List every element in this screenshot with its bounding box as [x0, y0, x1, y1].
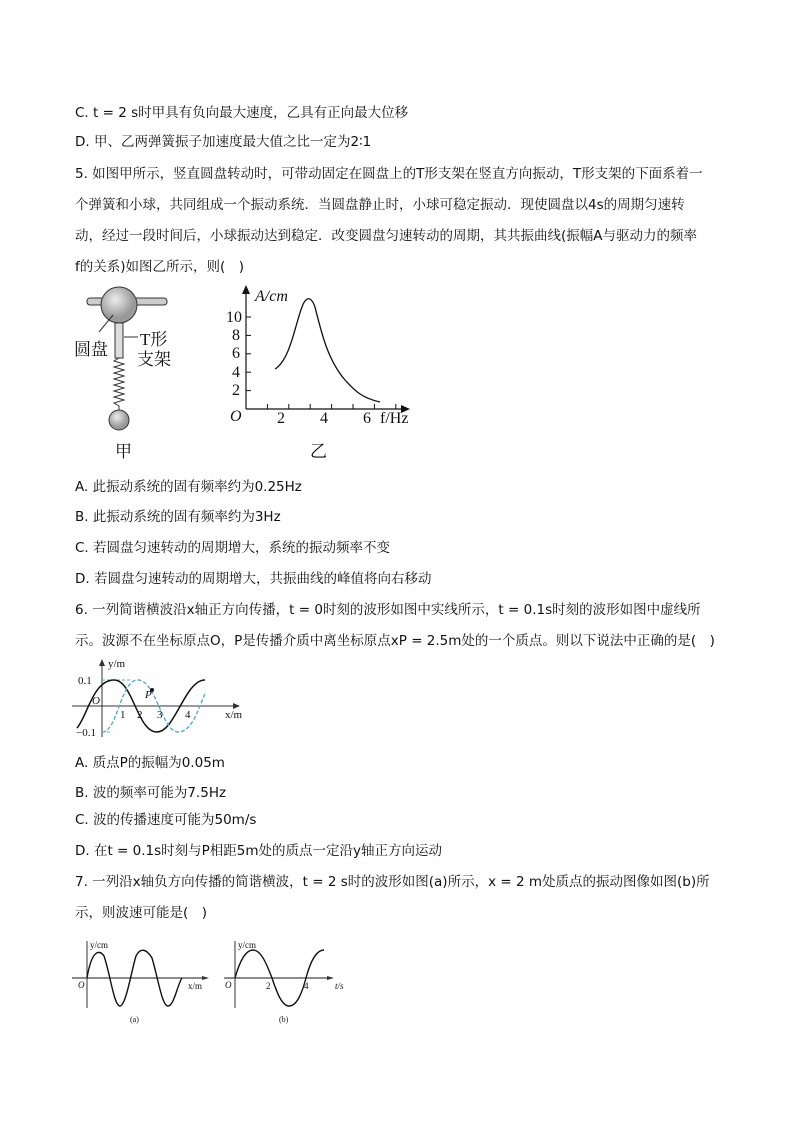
origin-label: O	[230, 408, 242, 425]
svg-text:2: 2	[137, 709, 143, 721]
svg-text:4: 4	[185, 709, 191, 721]
ball-icon	[109, 410, 129, 430]
svg-text:1: 1	[120, 709, 126, 721]
spring-icon	[114, 358, 124, 411]
q5-stem-line-2: 个弹簧和小球，共同组成一个振动系统．当圆盘静止时，小球可稳定振动．现使圆盘以4s的周期匀速转	[75, 197, 685, 213]
y-axis-label: A/cm	[255, 288, 288, 305]
q5-option-d: D. 若圆盘匀速转动的周期增大，共振曲线的峰值将向右移动	[75, 571, 432, 587]
svg-text:O: O	[92, 695, 100, 707]
q5-option-a: A. 此振动系统的固有频率约为0.25Hz	[75, 479, 302, 495]
ytick-2: 2	[232, 382, 240, 399]
q6-option-b: B. 波的频率可能为7.5Hz	[75, 785, 227, 801]
ytick-8: 8	[232, 327, 240, 344]
q7-figure-b	[222, 938, 362, 1023]
svg-text:P: P	[145, 689, 152, 701]
svg-text:−0.1: −0.1	[76, 727, 96, 739]
q5-figure-jia	[75, 285, 185, 465]
q5-stem-line-4: f的关系)如图乙所示，则( )	[75, 259, 245, 275]
xtick-2: 2	[277, 410, 285, 427]
xtick-4: 4	[320, 410, 328, 427]
svg-text:O: O	[225, 980, 232, 990]
ytick-4: 4	[232, 364, 240, 381]
bracket-label-1: T形	[140, 330, 168, 349]
x-axis-label: f/Hz	[380, 410, 409, 427]
svg-text:y/m: y/m	[108, 658, 126, 670]
q7-stem-line-2: 示，则波速可能是( )	[75, 905, 208, 921]
q5-option-c: C. 若圆盘匀速转动的周期增大，系统的振动频率不变	[75, 540, 391, 556]
q6-option-c: C. 波的传播速度可能为50m/s	[75, 812, 257, 828]
q6-option-a: A. 质点P的振幅为0.05m	[75, 755, 225, 771]
svg-text:(b): (b)	[279, 1015, 289, 1024]
disk-label: 圆盘	[74, 340, 108, 359]
svg-text:y/cm: y/cm	[238, 940, 256, 950]
svg-text:3: 3	[157, 709, 163, 721]
caption-jia: 甲	[115, 442, 132, 461]
svg-text:y/cm: y/cm	[90, 940, 108, 950]
svg-text:(a): (a)	[130, 1015, 139, 1024]
disk-icon	[101, 287, 137, 323]
svg-text:4: 4	[304, 981, 309, 991]
svg-text:x/m: x/m	[225, 709, 243, 721]
q4-option-d: D. 甲、乙两弹簧振子加速度最大值之比一定为2∶1	[75, 134, 372, 150]
resonance-curve	[275, 299, 380, 402]
q5-stem-line-1: 5. 如图甲所示，竖直圆盘转动时，可带动固定在圆盘上的T形支架在竖直方向振动，T形支架的下面系着一	[75, 166, 703, 182]
svg-text:t/s: t/s	[335, 981, 344, 991]
bracket-label-2: 支架	[137, 350, 171, 369]
q6-option-d: D. 在t = 0.1s时刻与P相距5m处的质点一定沿y轴正方向运动	[75, 843, 443, 859]
q6-wave-figure	[70, 657, 250, 742]
q6-stem-line-1: 6. 一列简谐横波沿x轴正方向传播，t = 0时刻的波形如图中实线所示，t = 0.1s时刻的波形如图中虚线所	[75, 602, 701, 618]
q6-stem-line-2: 示。波源不在坐标原点O，P是传播介质中离坐标原点xP = 2.5m处的一个质点。则以下说法中正确的是( )	[75, 633, 715, 649]
q5-figure-yi-resonance-curve	[220, 285, 420, 465]
xtick-6: 6	[363, 410, 371, 427]
svg-text:x/m: x/m	[188, 981, 203, 991]
q7-figure-a	[70, 938, 210, 1023]
q5-option-b: B. 此振动系统的固有频率约为3Hz	[75, 509, 281, 525]
svg-text:O: O	[78, 980, 85, 990]
q7-stem-line-1: 7. 一列沿x轴负方向传播的简谐横波，t = 2 s时的波形如图(a)所示，x = 2 m处质点的振动图像如图(b)所	[75, 874, 710, 890]
caption-yi: 乙	[310, 442, 327, 461]
q5-stem-line-3: 动，经过一段时间后，小球振动达到稳定．改变圆盘匀速转动的周期，其共振曲线(振幅A与驱动力的频率	[75, 228, 698, 244]
svg-text:2: 2	[266, 981, 271, 991]
ytick-10: 10	[226, 309, 242, 326]
q4-option-c: C. t = 2 s时甲具有负向最大速度，乙具有正向最大位移	[75, 105, 409, 121]
ytick-6: 6	[232, 345, 240, 362]
svg-text:0.1: 0.1	[78, 675, 92, 687]
